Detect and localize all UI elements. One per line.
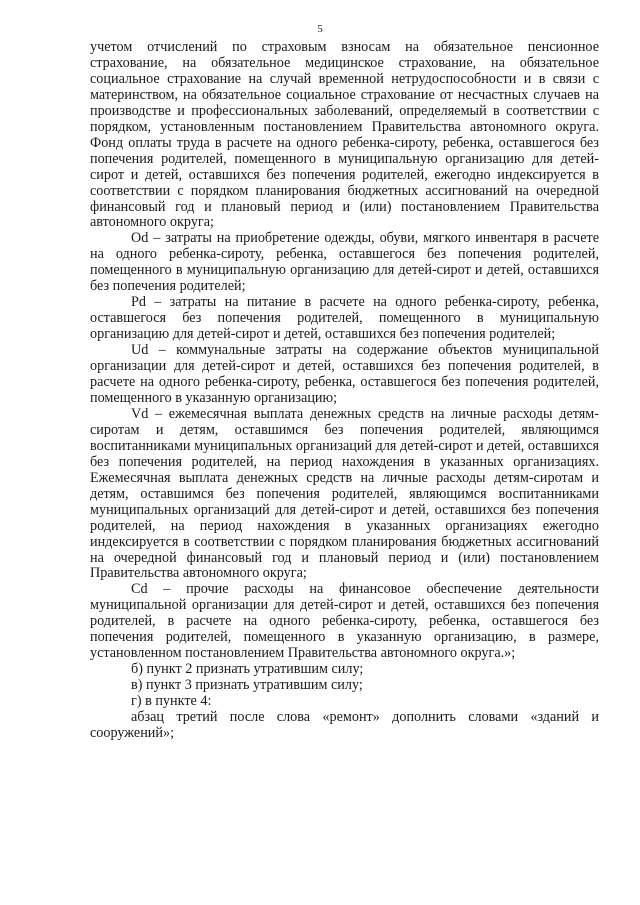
list-item-b: б) пункт 2 признать утратившим силу; (131, 661, 364, 678)
paragraph-pd-definition: Pd – затраты на питание в расчете на одного ребенка-сироту, ребенка, оставшегося без попечения родителей, помещенного в муниципальную организацию для детей-сирот и детей, оставшихся без попечения родителей; (90, 294, 599, 343)
paragraph-vd-definition: Vd – ежемесячная выплата денежных средств на личные расходы детям-сиротам и детям, оставшимся без попечения родителей, являющимся воспитанниками муниципальных организаций для детей-сирот и детей, оставшихся без попечения родителей, на период нахождения в указанных организациях. Ежемесячная выплата денежных средств на личные расходы детям-сиротам и детям, оставшимся без попечения родителей, являющимся воспитанниками муниципальных организаций для детей-сирот и детей, оставшихся без попечения родителей, на период нахождения в указанных организациях ежегодно индексируется в соответствии с порядком планирования бюджетных ассигнований на очередной финансовый год и плановый период и (или) постановлением Правительства автономного округа; (90, 405, 599, 582)
paragraph-amendment: абзац третий после слова «ремонт» дополнить словами «зданий и сооружений»; (90, 709, 599, 741)
document-body (90, 40, 599, 742)
paragraph-cd-definition: Cd – прочие расходы на финансовое обеспечение деятельности муниципальной организации для детей-сирот и детей, оставшихся без попечения родителей, в расчете на одного ребенка-сироту, ребенка, оставшегося без попечения родителей, помещенного в указанную организацию, в размере, установленном постановлением Правительства автономного округа.»; (90, 581, 599, 662)
paragraph-od-definition: Od – затраты на приобретение одежды, обуви, мягкого инвентаря в расчете на одного ребенка-сироту, ребенка, оставшегося без попечения родителей, помещенного в муниципальную организацию для детей-сирот и детей, оставшихся без попечения родителей; (90, 230, 599, 295)
paragraph-continuation: учетом отчислений по страховым взносам на обязательное пенсионное страхование, на обязательное медицинское страхование, на обязательное социальное страхование на случай временной нетрудоспособности и в связи с материнством, на обязательное социальное страхование от несчастных случаев на производстве и профессиональных заболеваний, определяемый в соответствии с порядком, установленным постановлением Правительства автономного округа. Фонд оплаты труда в расчете на одного ребенка-сироту, ребенка, оставшегося без попечения родителей, помещенного в муниципальную организацию для детей-сирот и детей, оставшихся без попечения родителей, ежегодно индексируется в соответствии с порядком планирования бюджетных ассигнований на очередной финансовый год и плановый период и (или) постановлением Правительства автономного округа; (90, 39, 599, 231)
list-item-g: г) в пункте 4: (131, 693, 212, 710)
list-item-v: в) пункт 3 признать утратившим силу; (131, 677, 363, 694)
paragraph-ud-definition: Ud – коммунальные затраты на содержание объектов муниципальной организации для детей-сирот и детей, оставшихся без попечения родителей, в расчете на одного ребенка-сироту, ребенка, оставшегося без попечения родителей, помещенного в указанную организацию; (90, 342, 599, 406)
page-number: 5 (317, 23, 323, 35)
